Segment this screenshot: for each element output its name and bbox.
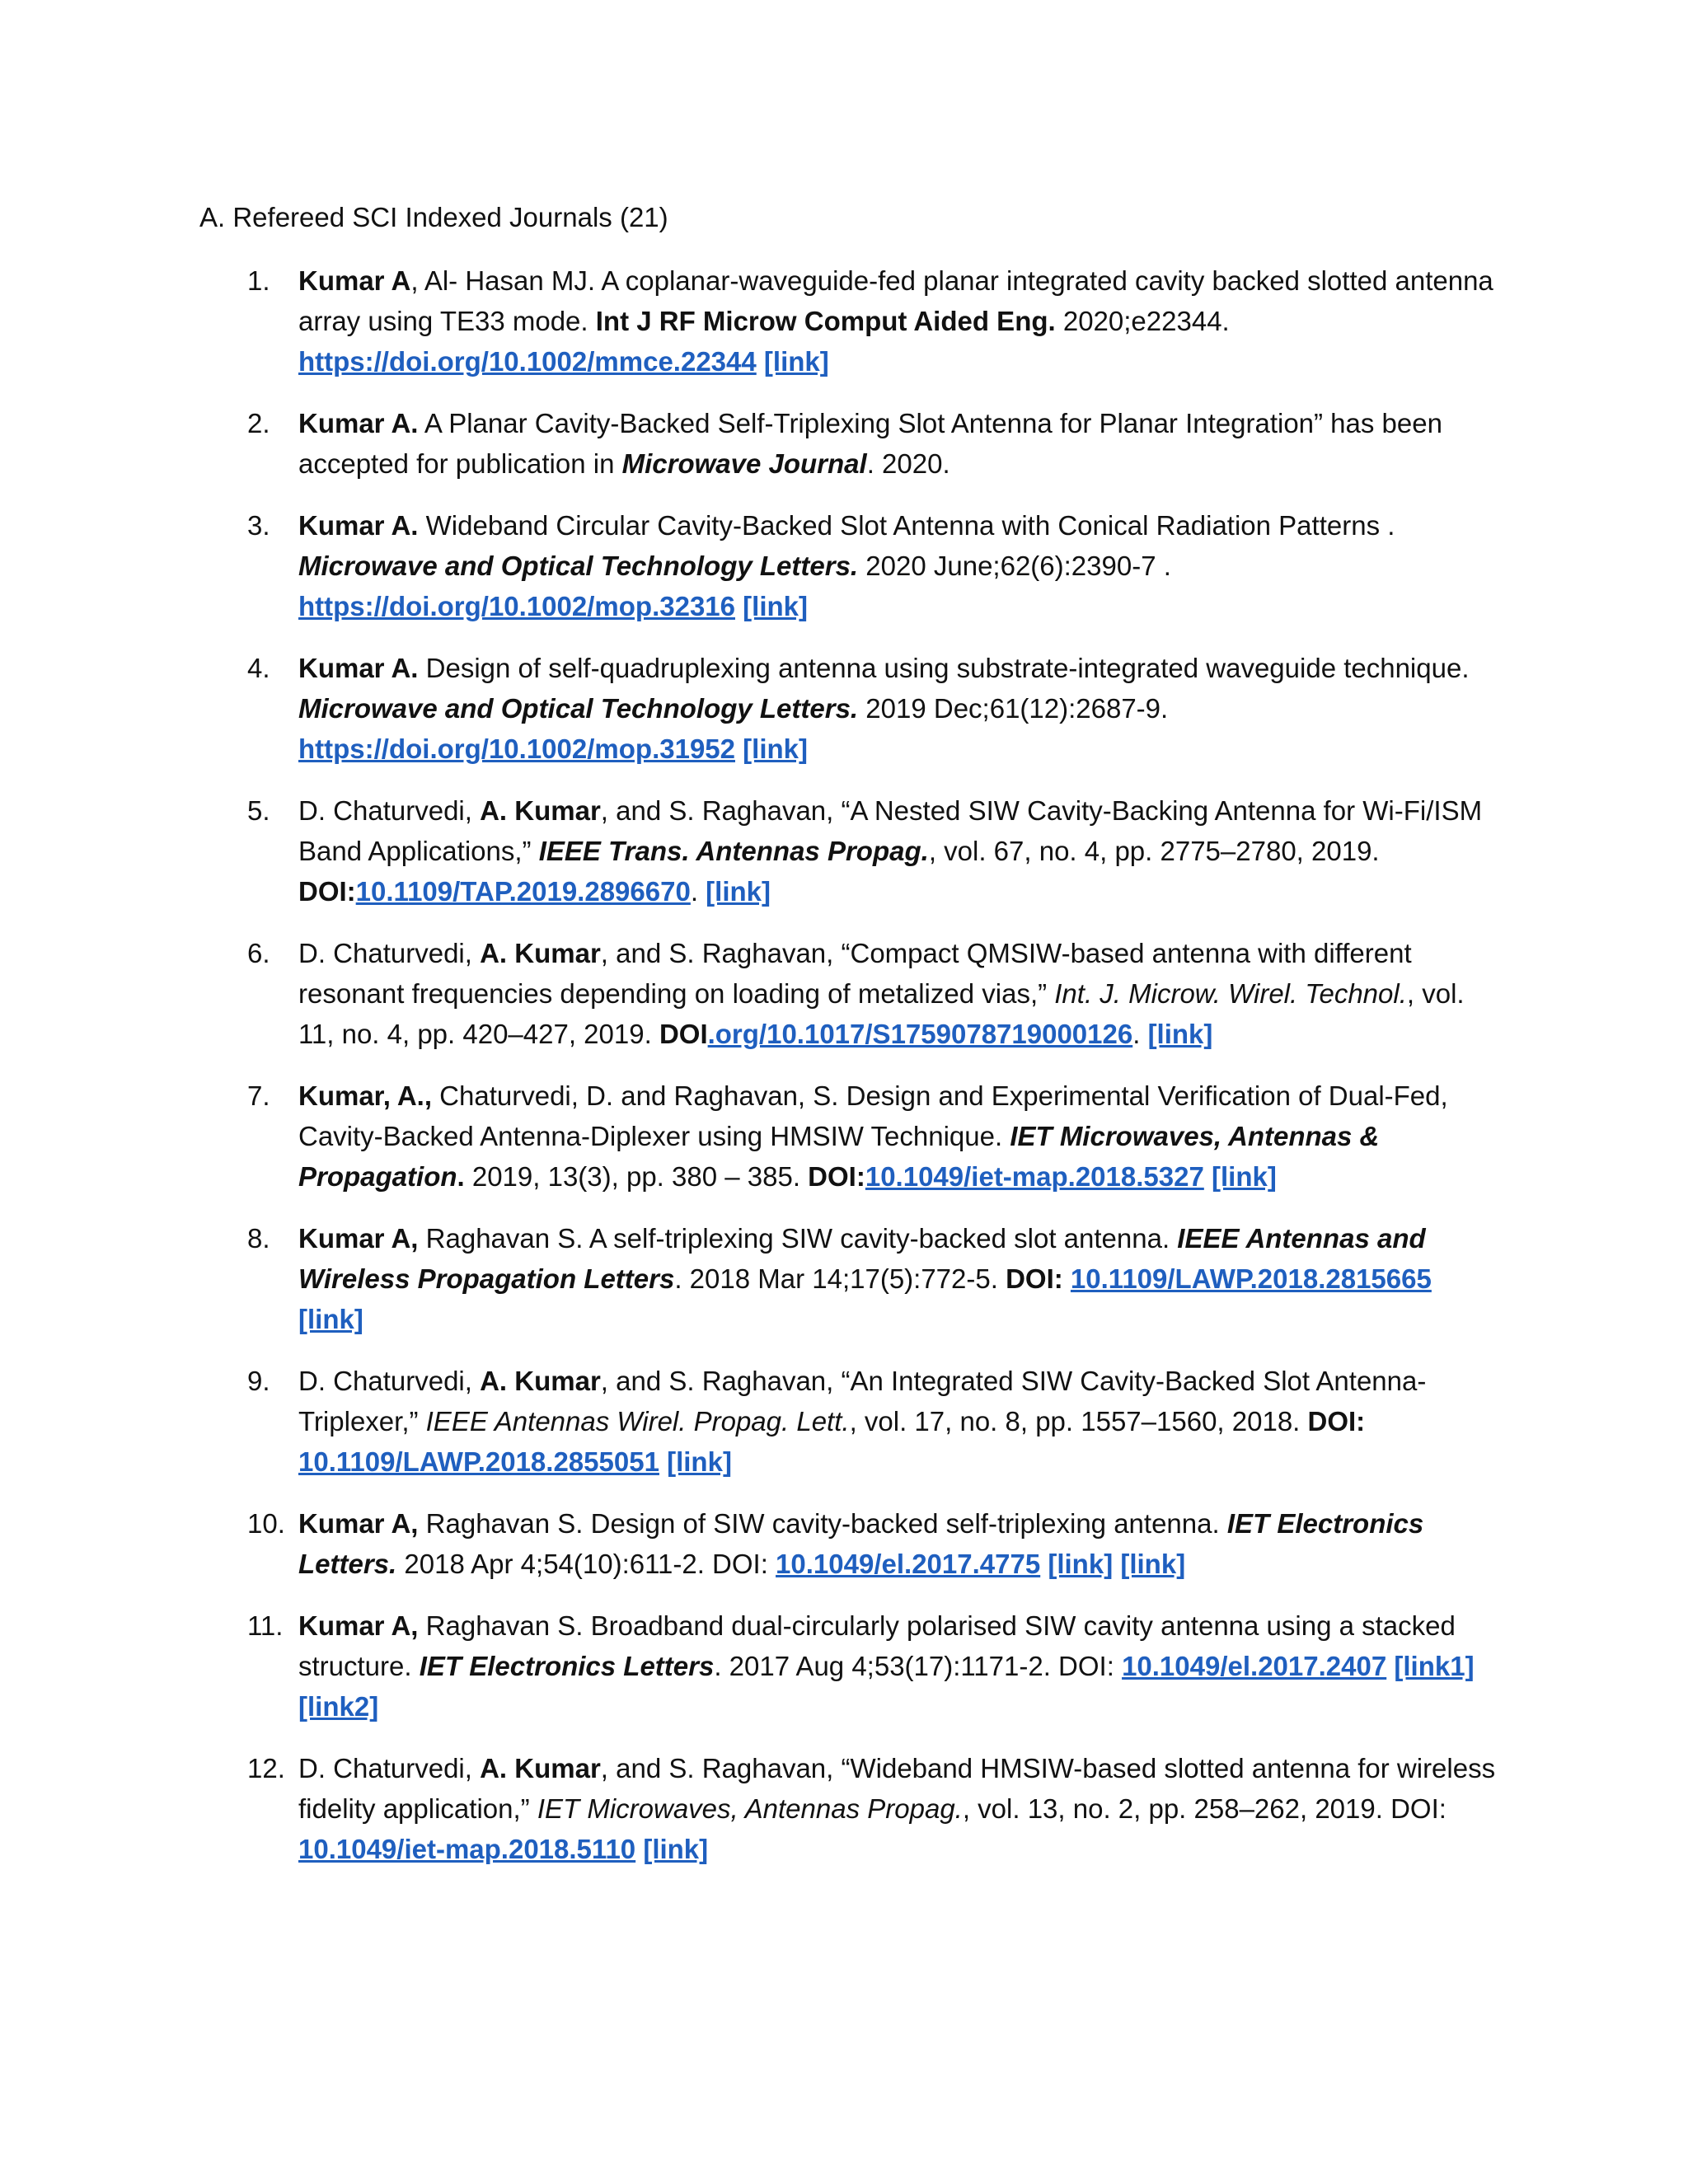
citation-text: , Al- Hasan MJ. A coplanar-waveguide-fed planar integrated cavity backed slotted antenna array using TE33 mode. <box>298 265 1493 336</box>
citation-text <box>735 733 743 764</box>
citation-text <box>1113 1549 1120 1579</box>
citation-text: . 2017 Aug 4;53(17):1171-2. DOI: <box>714 1651 1123 1681</box>
publication-number: 4. <box>247 653 270 683</box>
publication-list <box>247 260 1500 1891</box>
citation-text: . 2020. <box>866 448 950 479</box>
citation-text: , vol. 11, no. 4, pp. 420–427, 2019. <box>298 978 1465 1049</box>
citation-text <box>1204 1161 1212 1192</box>
journal-name: IEEE Trans. Antennas Propag. <box>538 836 929 866</box>
publication-number: 6. <box>247 938 270 968</box>
publication-number: 5. <box>247 795 270 826</box>
journal-name: IEEE Antennas and Wireless Propagation Letters <box>298 1223 1426 1294</box>
journal-name: IET Electronics Letters <box>419 1651 715 1681</box>
publication-item <box>247 1218 1500 1339</box>
publication-number: 12. <box>247 1753 285 1783</box>
publication-number: 3. <box>247 510 270 541</box>
citation-text: 2020 June;62(6):2390-7 . <box>858 551 1171 581</box>
journal-name: Microwave Journal <box>621 448 867 479</box>
bold-text: A. Kumar <box>480 938 601 968</box>
doi-link[interactable]: 10.1049/el.2017.2407 <box>1122 1651 1387 1681</box>
journal-name: Microwave and Optical Technology Letters. <box>298 551 859 581</box>
citation-text: 2019 Dec;61(12):2687-9. <box>858 693 1169 724</box>
doi-link[interactable]: https://doi.org/10.1002/mop.32316 <box>298 591 735 621</box>
external-link[interactable]: [link] <box>298 1304 363 1334</box>
publication-item <box>247 403 1500 484</box>
citation-text <box>635 1834 643 1864</box>
citation-text: D. Chaturvedi, <box>298 938 481 968</box>
citation-text: D. Chaturvedi, <box>298 795 481 826</box>
publication-number: 8. <box>247 1223 270 1254</box>
citation-text: 2020;e22344. <box>1055 306 1230 336</box>
bold-text: DOI <box>659 1019 708 1049</box>
external-link[interactable]: [link] <box>743 733 808 764</box>
citation-text: D. Chaturvedi, <box>298 1753 481 1783</box>
citation-text <box>1040 1549 1048 1579</box>
external-link[interactable]: [link] <box>1048 1549 1114 1579</box>
external-link[interactable]: [link] <box>643 1834 709 1864</box>
external-link[interactable]: [link1] <box>1394 1651 1475 1681</box>
citation-text: A Planar Cavity-Backed Self-Triplexing Slot Antenna for Planar Integration” has been accepted for publication in <box>298 408 1442 479</box>
citation-text: Chaturvedi, D. and Raghavan, S. Design and Experimental Verification of Dual-Fed, Cavity-Backed Antenna-Diplexer using HMSIW Technique. <box>298 1080 1448 1151</box>
doi-link[interactable]: .org/10.1017/S1759078719000126 <box>707 1019 1133 1049</box>
publication-item <box>247 260 1500 382</box>
citation-text: Design of self-quadruplexing antenna using substrate-integrated waveguide technique. <box>418 653 1470 683</box>
italic-text: IEEE Antennas Wirel. Propag. Lett. <box>425 1406 850 1436</box>
citation-text: . <box>690 876 706 907</box>
citation-text: D. Chaturvedi, <box>298 1366 481 1396</box>
publication-number: 10. <box>247 1508 285 1539</box>
citation-text: 2019, 13(3), pp. 380 – 385. <box>464 1161 809 1192</box>
publication-number: 1. <box>247 265 270 296</box>
external-link[interactable]: [link] <box>1212 1161 1277 1192</box>
journal-name: Microwave and Optical Technology Letters. <box>298 693 859 724</box>
external-link[interactable]: [link] <box>667 1446 732 1477</box>
citation-text: , vol. 13, no. 2, pp. 258–262, 2019. DOI: <box>962 1793 1447 1824</box>
external-link[interactable]: [link2] <box>298 1691 379 1722</box>
publication-item <box>247 505 1500 626</box>
publication-number: 9. <box>247 1366 270 1396</box>
publication-item <box>247 1076 1500 1197</box>
bold-text: A. Kumar <box>480 795 601 826</box>
doi-link[interactable]: 10.1049/iet-map.2018.5110 <box>298 1834 636 1864</box>
publication-number: 2. <box>247 408 270 438</box>
publication-item <box>247 933 1500 1054</box>
citation-text: Wideband Circular Cavity-Backed Slot Antenna with Conical Radiation Patterns . <box>418 510 1395 541</box>
doi-link[interactable]: 10.1049/iet-map.2018.5327 <box>865 1161 1204 1192</box>
publication-number: 11. <box>247 1610 284 1641</box>
citation-text: , vol. 67, no. 4, pp. 2775–2780, 2019. <box>928 836 1380 866</box>
citation-text <box>659 1446 667 1477</box>
bold-text: A. Kumar <box>480 1753 601 1783</box>
citation-text: , vol. 17, no. 8, pp. 1557–1560, 2018. <box>849 1406 1308 1436</box>
doi-link[interactable]: https://doi.org/10.1002/mop.31952 <box>298 733 735 764</box>
bold-text: Int J RF Microw Comput Aided Eng. <box>595 306 1056 336</box>
citation-text: , and S. Raghavan, “An Integrated SIW Cavity-Backed Slot Antenna-Triplexer,” <box>298 1366 1427 1436</box>
bold-text: DOI: <box>1006 1263 1063 1294</box>
publication-item <box>247 1503 1500 1584</box>
citation-text <box>1063 1263 1071 1294</box>
external-link[interactable]: [link] <box>1147 1019 1213 1049</box>
bold-text: Kumar A <box>298 265 411 296</box>
citation-text: Raghavan S. A self-triplexing SIW cavity-backed slot antenna. <box>418 1223 1178 1254</box>
bold-text: Kumar A, <box>298 1610 419 1641</box>
bold-text: Kumar, A., <box>298 1080 432 1111</box>
bold-text: A. Kumar <box>480 1366 601 1396</box>
journal-name: IET Electronics Letters. <box>298 1508 1424 1579</box>
external-link[interactable]: [link] <box>763 346 829 377</box>
bold-text: DOI: <box>1307 1406 1366 1436</box>
bold-text: Kumar A. <box>298 510 419 541</box>
citation-text <box>735 591 743 621</box>
italic-text: Int. J. Microw. Wirel. Technol. <box>1054 978 1407 1009</box>
citation-text <box>757 346 764 377</box>
citation-text: 2018 Apr 4;54(10):611-2. DOI: <box>396 1549 776 1579</box>
external-link[interactable]: [link] <box>1120 1549 1186 1579</box>
bold-text: . <box>457 1161 465 1192</box>
italic-text: IET Microwaves, Antennas Propag. <box>537 1793 963 1824</box>
publication-item <box>247 790 1500 912</box>
bold-text: Kumar A, <box>298 1223 419 1254</box>
citation-text: . <box>1132 1019 1148 1049</box>
publication-item <box>247 1748 1500 1869</box>
publication-item <box>247 1605 1500 1727</box>
doi-link[interactable]: 10.1049/el.2017.4775 <box>776 1549 1041 1579</box>
citation-text: . 2018 Mar 14;17(5):772-5. <box>674 1263 1006 1294</box>
doi-link[interactable]: 10.1109/TAP.2019.2896670 <box>355 876 691 907</box>
doi-link[interactable]: https://doi.org/10.1002/mmce.22344 <box>298 346 757 377</box>
external-link[interactable]: [link] <box>706 876 771 907</box>
journal-name: IET Microwaves, Antennas & Propagation <box>298 1121 1380 1192</box>
citation-text: , and S. Raghavan, “A Nested SIW Cavity-Backing Antenna for Wi-Fi/ISM Band Applications,” <box>298 795 1483 866</box>
publication-number: 7. <box>247 1080 270 1111</box>
bold-text: Kumar A, <box>298 1508 419 1539</box>
bold-text: Kumar A. <box>298 408 419 438</box>
publication-item <box>247 648 1500 769</box>
citation-text <box>1386 1651 1394 1681</box>
publication-item <box>247 1361 1500 1482</box>
bold-text: Kumar A. <box>298 653 419 683</box>
citation-text: Raghavan S. Design of SIW cavity-backed self-triplexing antenna. <box>418 1508 1227 1539</box>
citation-text: , and S. Raghavan, “Wideband HMSIW-based slotted antenna for wireless fidelity application,” <box>298 1753 1496 1824</box>
section-heading: A. Refereed SCI Indexed Journals (21) <box>199 202 668 232</box>
bold-text: DOI: <box>808 1161 865 1192</box>
external-link[interactable]: [link] <box>743 591 808 621</box>
citation-text: Raghavan S. Broadband dual-circularly polarised SIW cavity antenna using a stacked structure. <box>298 1610 1456 1681</box>
doi-link[interactable]: 10.1109/LAWP.2018.2855051 <box>298 1446 659 1477</box>
doi-link[interactable]: 10.1109/LAWP.2018.2815665 <box>1070 1263 1432 1294</box>
bold-text: DOI: <box>298 876 356 907</box>
citation-text: , and S. Raghavan, “Compact QMSIW-based antenna with different resonant frequencies depending on loading of metalized vias,” <box>298 938 1412 1009</box>
